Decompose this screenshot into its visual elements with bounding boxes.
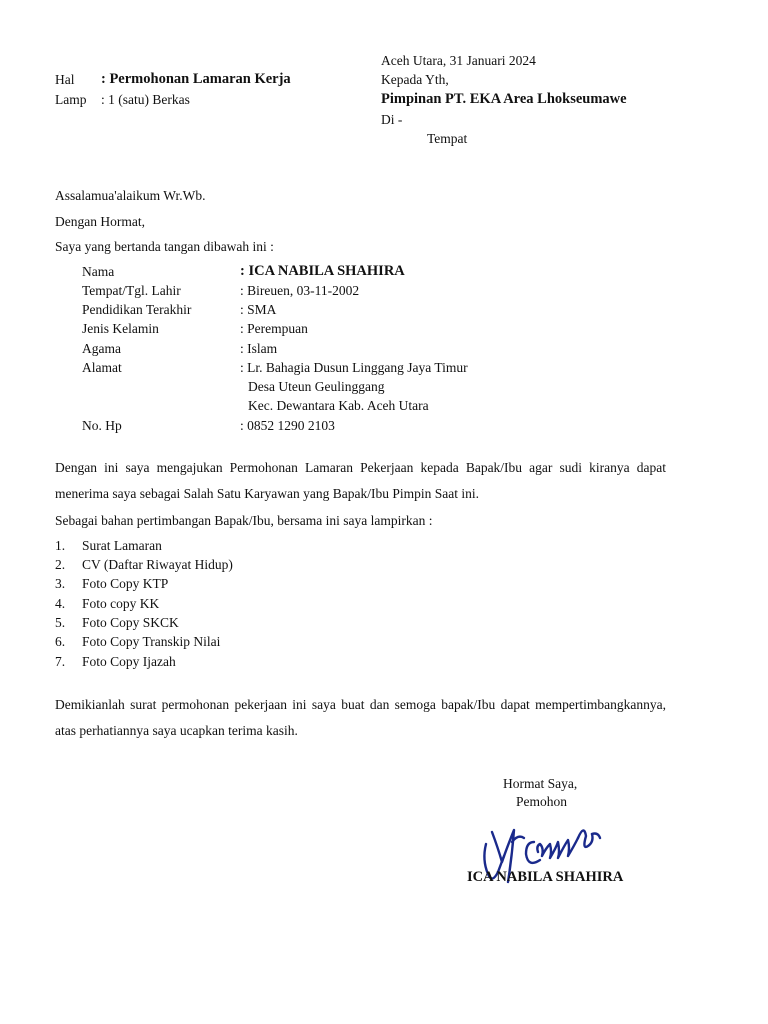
list-item-number: 4. <box>55 596 66 611</box>
pendidikan-label: Pendidikan Terakhir <box>82 302 192 317</box>
list-item-number: 7. <box>55 654 66 669</box>
lamp-value: : 1 (satu) Berkas <box>101 92 190 107</box>
greeting: Assalamua'alaikum Wr.Wb. <box>55 188 206 203</box>
alamat-line-2: Desa Uteun Geulinggang <box>248 379 385 394</box>
list-item-number: 5. <box>55 615 66 630</box>
pendidikan-value: : SMA <box>240 302 277 317</box>
nama-label: Nama <box>82 264 115 279</box>
di-line: Di - <box>381 112 403 127</box>
list-item-text: Foto Copy KTP <box>82 576 169 591</box>
body-paragraph: Dengan ini saya mengajukan Permohonan Lamaran Pekerjaan kepada Bapak/Ibu agar sudi kiranya dapat menerima saya sebagai Salah Satu Karyawan yang Bapak/Ibu Pimpin Saat ini. <box>55 460 666 501</box>
list-item-text: Foto copy KK <box>82 596 160 611</box>
list-item-text: Foto Copy Ijazah <box>82 654 176 669</box>
hp-label: No. Hp <box>82 418 122 433</box>
hp-value: : 0852 1290 2103 <box>240 418 335 433</box>
closing-paragraph: Demikianlah surat permohonan pekerjaan ini saya buat dan semoga bapak/Ibu dapat mempertimbangkannya, atas perhatiannya saya ucapkan terima kasih. <box>55 697 666 738</box>
alamat-line-3: Kec. Dewantara Kab. Aceh Utara <box>248 398 429 413</box>
alamat-line-1: : Lr. Bahagia Dusun Linggang Jaya Timur <box>240 360 468 375</box>
list-item-number: 3. <box>55 576 66 591</box>
agama-label: Agama <box>82 341 121 356</box>
signoff-role: Pemohon <box>516 794 568 809</box>
recipient: Pimpinan PT. EKA Area Lhokseumawe <box>381 91 627 107</box>
salutation: Dengan Hormat, <box>55 214 145 229</box>
ttl-label: Tempat/Tgl. Lahir <box>82 283 181 298</box>
kelamin-value: : Perempuan <box>240 321 308 336</box>
signoff-regards: Hormat Saya, <box>503 776 578 791</box>
kelamin-label: Jenis Kelamin <box>82 321 159 336</box>
list-item-text: Foto Copy SKCK <box>82 615 179 630</box>
signer-name: ICA NABILA SHAHIRA <box>467 869 624 885</box>
lamp-label: Lamp <box>55 92 87 107</box>
tempat-line: Tempat <box>427 131 468 146</box>
ttl-value: : Bireuen, 03-11-2002 <box>240 283 360 298</box>
place-date: Aceh Utara, 31 Januari 2024 <box>381 53 536 68</box>
list-item-text: Surat Lamaran <box>82 538 162 553</box>
list-item-text: CV (Daftar Riwayat Hidup) <box>82 557 233 572</box>
agama-value: : Islam <box>240 341 278 356</box>
attachment-intro: Sebagai bahan pertimbangan Bapak/Ibu, bersama ini saya lampirkan : <box>55 513 433 528</box>
hal-label: Hal <box>55 72 75 87</box>
kepada-line: Kepada Yth, <box>381 72 449 87</box>
nama-value: : ICA NABILA SHAHIRA <box>240 263 405 279</box>
hal-value: : Permohonan Lamaran Kerja <box>101 71 291 87</box>
intro-line: Saya yang bertanda tangan dibawah ini : <box>55 239 274 254</box>
list-item-number: 6. <box>55 634 66 649</box>
list-item-text: Foto Copy Transkip Nilai <box>82 634 221 649</box>
list-item-number: 1. <box>55 538 66 553</box>
alamat-label: Alamat <box>82 360 122 375</box>
list-item-number: 2. <box>55 557 66 572</box>
